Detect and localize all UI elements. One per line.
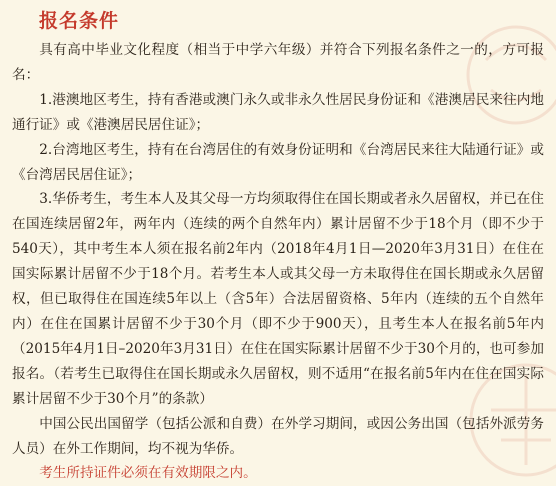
body-text — [12, 38, 544, 486]
validity-note: 考生所持证件必须在有效期限之内。 — [39, 465, 257, 482]
condition-overseas-chinese: 3.华侨考生，考生本人及其父母一方均须取得住在国长期或者永久居留权，并已在住在国连续居留2年，两年内（连续的两个自然年内）累计居留不少于18个月（即不少于540天），其中考生本人须在报名前2年内（2018年4月1日—2020年3月31日）在住在国实际累计居留不少于18个月。若考生本人或其父母一方未取得住在国长期或永久居留权，但已取得住在国连续5年以上（含5年）合法居留资格、5年内（连续的五个自然年内）在住在国累计居留不少于30个月（即不少于900天），且考生本人在报名前5年内（2015年4月1日–2020年3月31日）在住在国实际累计居留不少于30个月的，也可参加报名。（若考生已取得住在国长期或永久居留权，则不适用“在报名前5年内在住在国实际累计居留不少于30个月”的条款） — [12, 191, 544, 407]
exclusion-paragraph: 中国公民出国留学（包括公派和自费）在外学习期间，或因公务出国（包括外派劳务人员）在外工作期间，均不视为华侨。 — [12, 415, 544, 457]
intro-paragraph: 具有高中毕业文化程度（相当于中学六年级）并符合下列报名条件之一的，方可报名： — [12, 42, 544, 83]
condition-hk-macao: 1.港澳地区考生，持有香港或澳门永久或非永久性居民身份证和《港澳居民来往内地通行证》或《港澳居民居住证》； — [12, 91, 544, 133]
condition-taiwan: 2.台湾地区考生，持有在台湾居住的有效身份证明和《台湾居民来往大陆通行证》或《台湾居民居住证》； — [12, 141, 544, 183]
section-title: 报名条件 — [39, 10, 120, 32]
